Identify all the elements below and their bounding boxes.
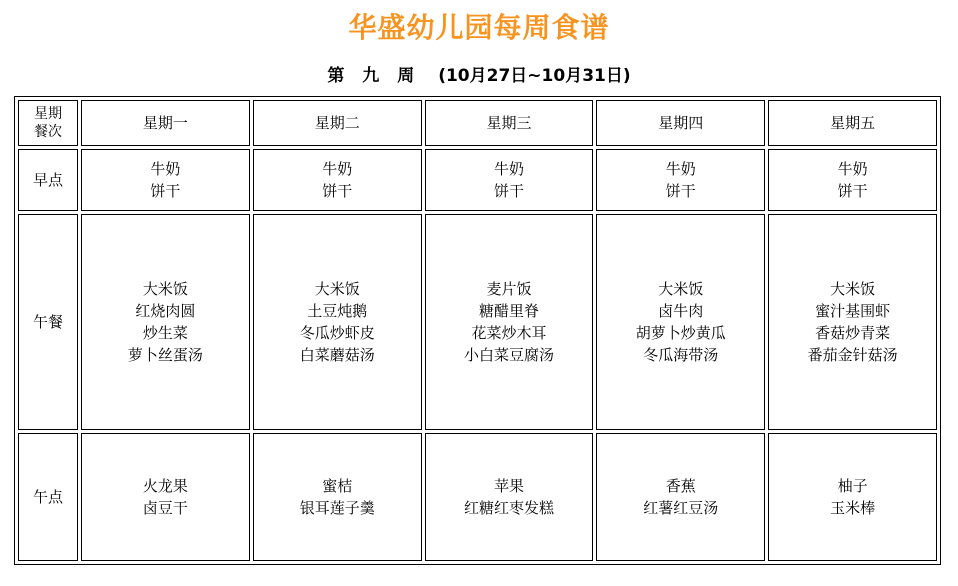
menu-item: 白菜蘑菇汤: [299, 346, 375, 364]
menu-item: 大米饭: [830, 280, 876, 298]
menu-item: 冬瓜炒虾皮: [299, 324, 375, 342]
menu-cell: [596, 433, 765, 561]
lunch-row: [18, 214, 937, 430]
day-header-friday: 星期五: [768, 100, 937, 146]
menu-item: 大米饭: [314, 280, 360, 298]
date-range: (10月27日~10月31日): [438, 66, 631, 86]
menu-item: 牛奶: [322, 160, 353, 178]
menu-cell: [425, 214, 594, 430]
menu-item: 香菇炒青菜: [815, 324, 891, 342]
menu-item: 饼干: [837, 182, 868, 200]
menu-item: 柚子: [837, 477, 868, 495]
week-label: 第 九 周: [327, 66, 421, 86]
menu-item: 胡萝卜炒黄瓜: [635, 324, 726, 342]
menu-item: 香蕉: [665, 477, 696, 495]
menu-item: 麦片饭: [486, 280, 532, 298]
menu-cell: [596, 149, 765, 211]
menu-item: 红烧肉圆: [135, 302, 196, 320]
menu-item: 炒生菜: [142, 324, 188, 342]
table-header-row: [18, 100, 937, 146]
breakfast-row: [18, 149, 937, 211]
menu-item: 蜜汁基围虾: [815, 302, 891, 320]
menu-cell: [596, 214, 765, 430]
menu-item: 小白菜豆腐汤: [463, 346, 554, 364]
menu-item: 饼干: [665, 182, 696, 200]
menu-item: 萝卜丝蛋汤: [127, 346, 203, 364]
menu-cell: [253, 433, 422, 561]
corner-meal-label: 餐次: [34, 124, 62, 140]
week-heading: [0, 64, 958, 88]
menu-item: 番茄金针菇汤: [807, 346, 898, 364]
menu-item: 苹果: [493, 477, 524, 495]
menu-item: 花菜炒木耳: [471, 324, 547, 342]
weekly-menu-table: [14, 96, 941, 565]
menu-cell: [768, 214, 937, 430]
day-header-monday: 星期一: [81, 100, 250, 146]
meal-label-breakfast: 早点: [18, 149, 78, 211]
menu-item: 蜜桔: [322, 477, 353, 495]
menu-cell: [768, 149, 937, 211]
menu-item: 卤豆干: [142, 499, 188, 517]
menu-item: 红薯红豆汤: [643, 499, 719, 517]
corner-weekday-label: 星期: [34, 106, 62, 122]
menu-item: 饼干: [493, 182, 524, 200]
menu-item: 大米饭: [658, 280, 704, 298]
meal-label-lunch: 午餐: [18, 214, 78, 430]
menu-cell: [81, 149, 250, 211]
menu-item: 银耳莲子羹: [299, 499, 375, 517]
menu-cell: [81, 433, 250, 561]
menu-item: 牛奶: [837, 160, 868, 178]
day-header-wednesday: 星期三: [425, 100, 594, 146]
menu-item: 红糖红枣发糕: [463, 499, 554, 517]
menu-item: 卤牛肉: [658, 302, 704, 320]
menu-cell: [425, 433, 594, 561]
day-header-tuesday: 星期二: [253, 100, 422, 146]
menu-cell: [768, 433, 937, 561]
menu-item: 大米饭: [142, 280, 188, 298]
menu-cell: [425, 149, 594, 211]
menu-item: 玉米棒: [830, 499, 876, 517]
menu-item: 饼干: [150, 182, 181, 200]
page-title: 华盛幼儿园每周食谱: [348, 11, 610, 44]
menu-cell: [81, 214, 250, 430]
menu-item: 牛奶: [150, 160, 181, 178]
corner-cell: [18, 100, 78, 146]
menu-cell: [253, 214, 422, 430]
menu-item: 火龙果: [142, 477, 188, 495]
menu-item: 土豆炖鹅: [307, 302, 368, 320]
menu-cell: [253, 149, 422, 211]
menu-item: 糖醋里脊: [478, 302, 539, 320]
afternoon-snack-row: [18, 433, 937, 561]
menu-item: 牛奶: [665, 160, 696, 178]
meal-label-afternoon-snack: 午点: [18, 433, 78, 561]
day-header-thursday: 星期四: [596, 100, 765, 146]
menu-item: 牛奶: [493, 160, 524, 178]
menu-item: 饼干: [322, 182, 353, 200]
menu-item: 冬瓜海带汤: [643, 346, 719, 364]
